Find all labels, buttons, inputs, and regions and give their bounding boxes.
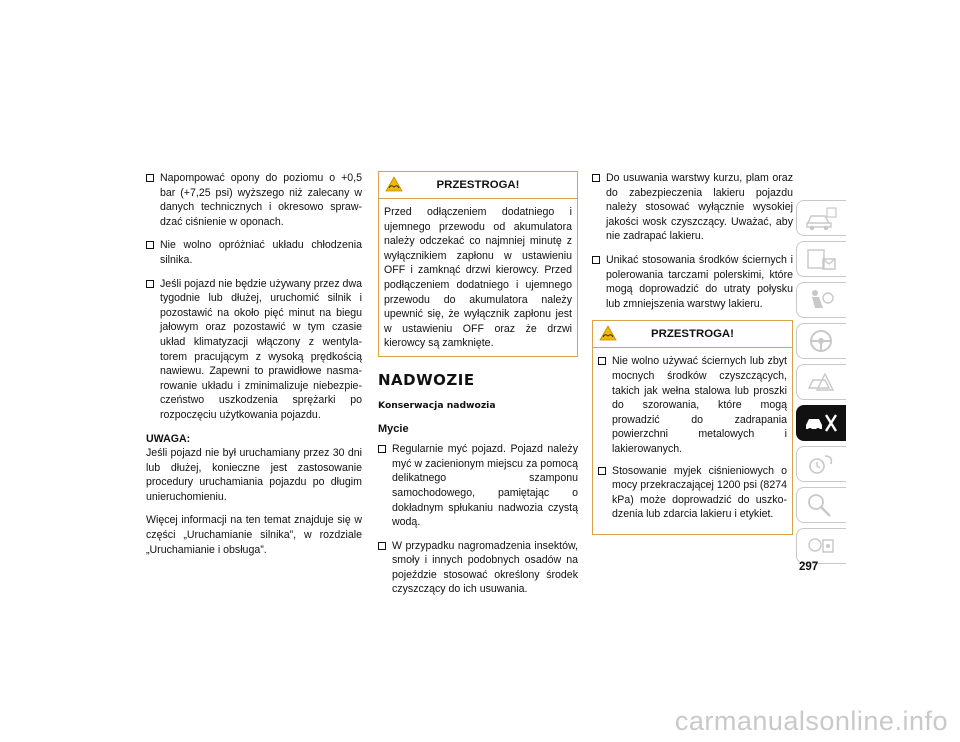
middle-column <box>378 171 578 606</box>
tab-multimedia[interactable] <box>796 528 846 564</box>
list-item <box>146 238 362 267</box>
checkbox-bullet-icon <box>598 467 606 475</box>
section-title: NADWOZIE <box>378 370 475 389</box>
caution-box <box>592 320 793 535</box>
list-item <box>592 253 793 311</box>
note-text: Jeśli pojazd nie był uruchamiany przez 30 dni lub dłużej, konieczne jest zastosowanie procedury uruchamiania pojazdu po długim unieruchomieniu. <box>146 447 362 503</box>
caution-header <box>593 321 792 348</box>
checkbox-bullet-icon <box>146 174 154 182</box>
tab-emergency[interactable] <box>796 364 846 400</box>
list-item-text: Nie wolno używać ściernych lub zbyt mocnych środków czyszczących, takich jak wełna stalowa lub proszki do szorowania, które mogą prowadzić do zadrapania powierzchni metalowych i lakierowanych. <box>612 355 787 455</box>
watermark: carmanualsonline.info <box>674 706 948 736</box>
caution-title: PRZESTROGA! <box>651 328 734 341</box>
list-item <box>378 442 578 530</box>
checkbox-bullet-icon <box>592 256 600 264</box>
checkbox-bullet-icon <box>146 241 154 249</box>
multimedia-icon <box>803 532 839 560</box>
specifications-icon <box>803 450 839 478</box>
chapter-tabs <box>796 200 846 569</box>
note-label: UWAGA: <box>146 432 191 445</box>
checkbox-bullet-icon <box>592 174 600 182</box>
page-number: 297 <box>799 561 819 573</box>
car-info-icon <box>803 204 839 232</box>
list-item-text: Nie wolno opróżniać układu chłodzenia silnika. <box>160 239 362 266</box>
list-item-text: Stosowanie myjek ciśnieniowych o mocy przekraczającej 1200 psi (8274 kPa) może doprowadzić do uszkodzenia lub zdarcia lakieru i etykiet. <box>612 464 787 521</box>
list-item-text: Unikać stosowania środków ściernych i polerowania tarczami polerskimi, które mogą doprowadzić do utraty połysku lub zmniejszenia warstwy lakieru. <box>606 253 793 310</box>
caution-header <box>379 172 577 199</box>
checkbox-bullet-icon <box>146 280 154 288</box>
info-text: Więcej informacji na ten temat znajduje się w części „Uruchamianie silnika”, w rozdziale „Uruchamianie i obsługa”. <box>146 514 362 556</box>
tab-service[interactable] <box>796 405 846 441</box>
checkbox-bullet-icon <box>598 357 606 365</box>
tab-driving[interactable] <box>796 323 846 359</box>
caution-box <box>378 171 578 357</box>
heading: Mycie <box>378 422 409 435</box>
roadside-emergency-icon <box>803 368 839 396</box>
list-item-text: Jeśli pojazd nie będzie używany przez dwa tygodnie lub dłużej, uruchomić silnik i pozostawić na około pięć minut na biegu jałowym oraz pozostawić w tym czasie układ klimatyzacji włączony z wentylatorem pracującym z wysoką prędkością nawiewu. Zapewni to prawidłowe nasmarowanie układu i zminimalizuje niebezpieczeństwo uszkodzenia sprężarki po rozpoczęciu użytkowania pojazdu. <box>160 277 362 421</box>
tab-specifications[interactable] <box>796 446 846 482</box>
list-item <box>146 171 362 229</box>
list-item <box>598 464 787 522</box>
caution-title: PRZESTROGA! <box>436 179 520 191</box>
right-column <box>592 171 793 545</box>
tab-safety[interactable] <box>796 282 846 318</box>
list-item-text: Do usuwania warstwy kurzu, plam oraz do zabezpieczenia lakieru pojazdu należy stosować wyłącznie wysokiej jakości wosk czyszczący. Uważać, aby nie zadrapać lakieru. <box>606 172 793 243</box>
car-service-tools-icon <box>803 409 839 437</box>
list-item <box>146 277 362 423</box>
list-item <box>592 171 793 244</box>
search-index-icon <box>803 491 839 519</box>
tab-warning-lights[interactable] <box>796 241 846 277</box>
list-item-text: W przypadku nagromadzenia insektów, smoły i innych podobnych osadów na pojeździe stosować określony środek czyszczący do ich usuwania. <box>392 539 578 596</box>
subsection-title: Konserwacja nadwozia <box>378 399 496 411</box>
tab-car-info[interactable] <box>796 200 846 236</box>
warning-lights-icon <box>803 245 839 273</box>
caution-text: Przed odłączeniem dodatniego i ujemnego przewodu od akumulatora należy odczekać co najmniej minutę z wyłącznikiem zapłonu w ustawieniu OFF i zamknąć drzwi kierowcy. Przed podłączeniem dodatniego i ujemnego przewodu do akumulatora należy upewnić się, że wyłącznik zapłonu jest w ustawieniu OFF oraz że drzwi kierowcy są zamknięte. <box>384 206 572 350</box>
list-item <box>378 539 578 597</box>
list-item-text: Regularnie myć pojazd. Pojazd należy myć w zacienionym miejscu za pomocą delikatnego szamponu samochodowego, pamiętając o dokładnym spłukaniu nadwozia czystą wodą. <box>392 443 578 529</box>
checkbox-bullet-icon <box>378 542 386 550</box>
checkbox-bullet-icon <box>378 445 386 453</box>
left-column <box>146 171 362 566</box>
airbag-safety-icon <box>803 286 839 314</box>
caution-body <box>593 348 792 534</box>
steering-wheel-icon <box>803 327 839 355</box>
list-item-text: Napompować opony do poziomu o +0,5 bar (+7,25 psi) wyższego niż zalecany w danych technicznych i okresowo sprawdzać ciśnienie w oponach. <box>160 172 362 228</box>
list-item <box>598 354 787 456</box>
tab-index[interactable] <box>796 487 846 523</box>
